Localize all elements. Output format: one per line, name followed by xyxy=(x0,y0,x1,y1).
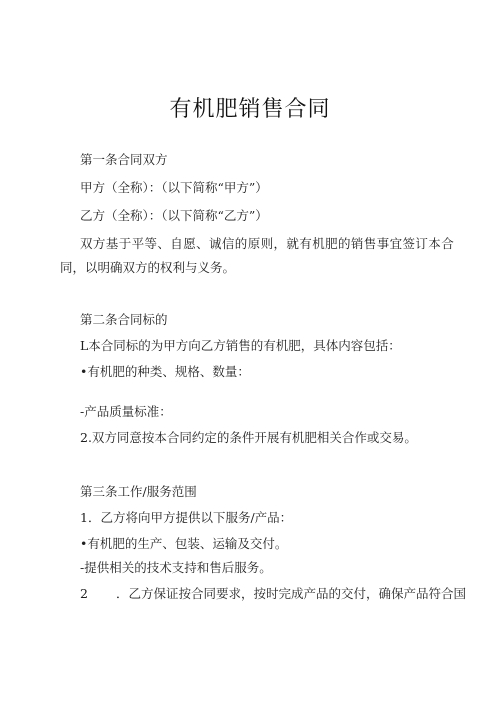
party-b-line: 乙方（全称）：（以下简称“乙方”） xyxy=(80,208,268,223)
scope-item-2-number: 2 xyxy=(80,586,88,601)
subject-bullet-2: -产品质量标准： xyxy=(80,404,172,419)
section-heading-3: 第三条工作/服务范围 xyxy=(80,484,197,499)
subject-bullet-1: •有机肥的种类、规格、数量： xyxy=(80,364,250,379)
principle-paragraph-line-2: 同，以明确双方的权利与义务。 xyxy=(60,260,236,275)
section-heading-2: 第二条合同标的 xyxy=(80,312,168,327)
scope-bullet-1: •有机肥的生产、包装、运输及交付。 xyxy=(80,536,288,551)
scope-item-1: 1．乙方将向甲方提供以下服务/产品： xyxy=(80,510,293,525)
section-heading-1: 第一条合同双方 xyxy=(80,152,168,167)
scope-item-2-text: ．乙方保证按合同要求，按时完成产品的交付，确保产品符合国 xyxy=(116,586,467,601)
subject-item-1: L本合同标的为甲方向乙方销售的有机肥，具体内容包括： xyxy=(80,338,401,353)
principle-paragraph-line-1: 双方基于平等、自愿、诚信的原则，就有机肥的销售事宜签订本合 xyxy=(80,236,455,251)
subject-item-2: 2.双方同意按本合同约定的条件开展有机肥相关合作或交易。 xyxy=(80,430,417,445)
party-a-line: 甲方（全称）：（以下简称“甲方”） xyxy=(80,180,268,195)
document-title: 有机肥销售合同 xyxy=(169,97,331,122)
scope-bullet-2: -提供相关的技术支持和售后服务。 xyxy=(80,560,272,575)
